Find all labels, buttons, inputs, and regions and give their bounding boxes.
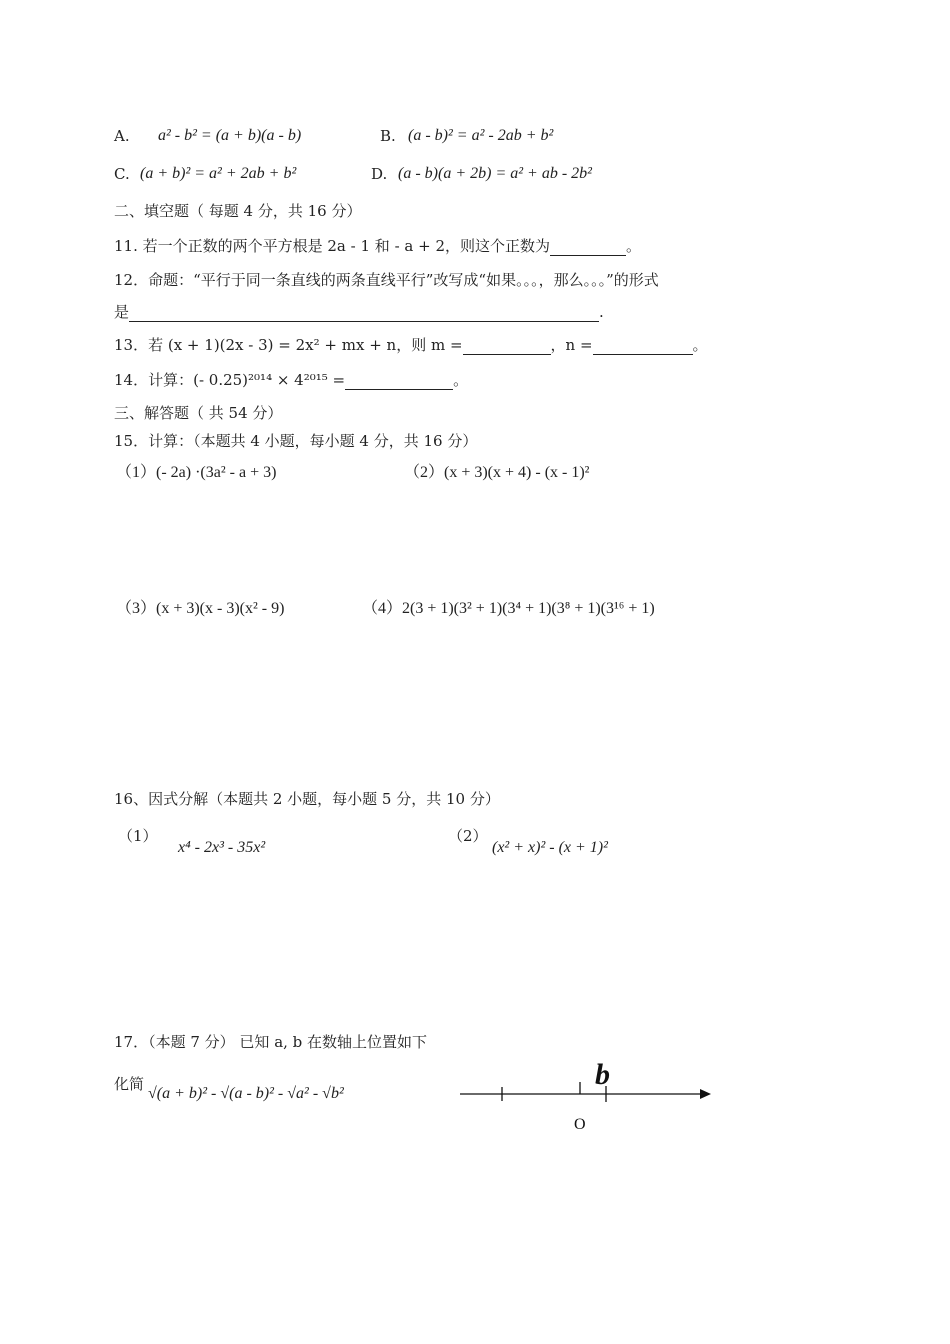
q14-answer-blank[interactable] xyxy=(345,373,453,390)
q13 xyxy=(114,335,708,355)
q12-end: . xyxy=(599,303,604,321)
q17-heading: 17．（本题 7 分） 已知 a, b 在数轴上位置如下 xyxy=(114,1033,428,1051)
option-d-label: D. xyxy=(371,165,388,183)
q13-text: 13．若 (x + 1)(2x - 3) = 2x² + mx + n，则 m = xyxy=(114,336,463,354)
q13-mid: ，n = xyxy=(550,336,593,354)
option-c-expr: (a + b)² = a² + 2ab + b² xyxy=(140,165,297,182)
q11-end: 。 xyxy=(626,237,642,255)
b-label: b xyxy=(595,1060,610,1091)
option-b-expr: (a - b)² = a² - 2ab + b² xyxy=(408,127,554,144)
option-b-label: B. xyxy=(380,127,396,145)
q15-heading: 15．计算：（本题共 4 小题，每小题 4 分，共 16 分） xyxy=(114,432,478,450)
q15-part-1: （1）(- 2a) ·(3a² - a + 3) xyxy=(116,464,277,481)
q16-part2-label: （2） xyxy=(448,827,488,845)
q13-end: 。 xyxy=(692,336,708,354)
q15-part-4: （4）2(3 + 1)(3² + 1)(3⁴ + 1)(3⁸ + 1)(3¹⁶ + 1) xyxy=(362,600,655,617)
option-a-label: A. xyxy=(114,127,130,145)
number-line-arrow xyxy=(700,1089,711,1099)
q13-n-blank[interactable] xyxy=(593,338,693,355)
q12-line1: 12．命题：“平行于同一条直线的两条直线平行”改写成“如果。。。，那么。。。”的形式 xyxy=(114,271,659,289)
q17-expr: √(a + b)² - √(a - b)² - √a² - √b² xyxy=(148,1085,344,1102)
q15-part-2: （2）(x + 3)(x + 4) - (x - 1)² xyxy=(404,464,590,481)
q14-text: 14．计算：(- 0.25)²⁰¹⁴ × 4²⁰¹⁵ = xyxy=(114,371,346,389)
q16-part2-expr: (x² + x)² - (x + 1)² xyxy=(492,839,608,856)
q16-part1-label: （1） xyxy=(118,827,158,845)
option-a-expr: a² - b² = (a + b)(a - b) xyxy=(158,127,302,144)
section2-heading: 二、填空题（ 每题 4 分，共 16 分） xyxy=(114,202,362,220)
q11-text: 11. 若一个正数的两个平方根是 2a - 1 和 - a + 2，则这个正数为 xyxy=(114,237,550,255)
q14 xyxy=(114,370,468,390)
q12-prefix: 是 xyxy=(114,303,130,321)
q15-part-3: （3）(x + 3)(x - 3)(x² - 9) xyxy=(116,600,285,617)
origin-label: O xyxy=(574,1116,586,1133)
q11-answer-blank[interactable] xyxy=(550,239,626,256)
section3-heading: 三、解答题（ 共 54 分） xyxy=(114,404,283,422)
option-c-label: C. xyxy=(114,165,130,183)
number-line xyxy=(455,1060,725,1140)
q11 xyxy=(114,236,641,256)
option-d-expr: (a - b)(a + 2b) = a² + ab - 2b² xyxy=(398,165,592,182)
q12-line2 xyxy=(114,302,604,322)
q17-prefix: 化简 xyxy=(114,1075,145,1093)
q16-part1-expr: x⁴ - 2x³ - 35x² xyxy=(178,839,266,856)
q13-m-blank[interactable] xyxy=(463,338,551,355)
q12-answer-blank[interactable] xyxy=(129,305,599,322)
q14-end: 。 xyxy=(453,371,469,389)
q16-heading: 16、因式分解（本题共 2 小题，每小题 5 分，共 10 分） xyxy=(114,790,500,808)
